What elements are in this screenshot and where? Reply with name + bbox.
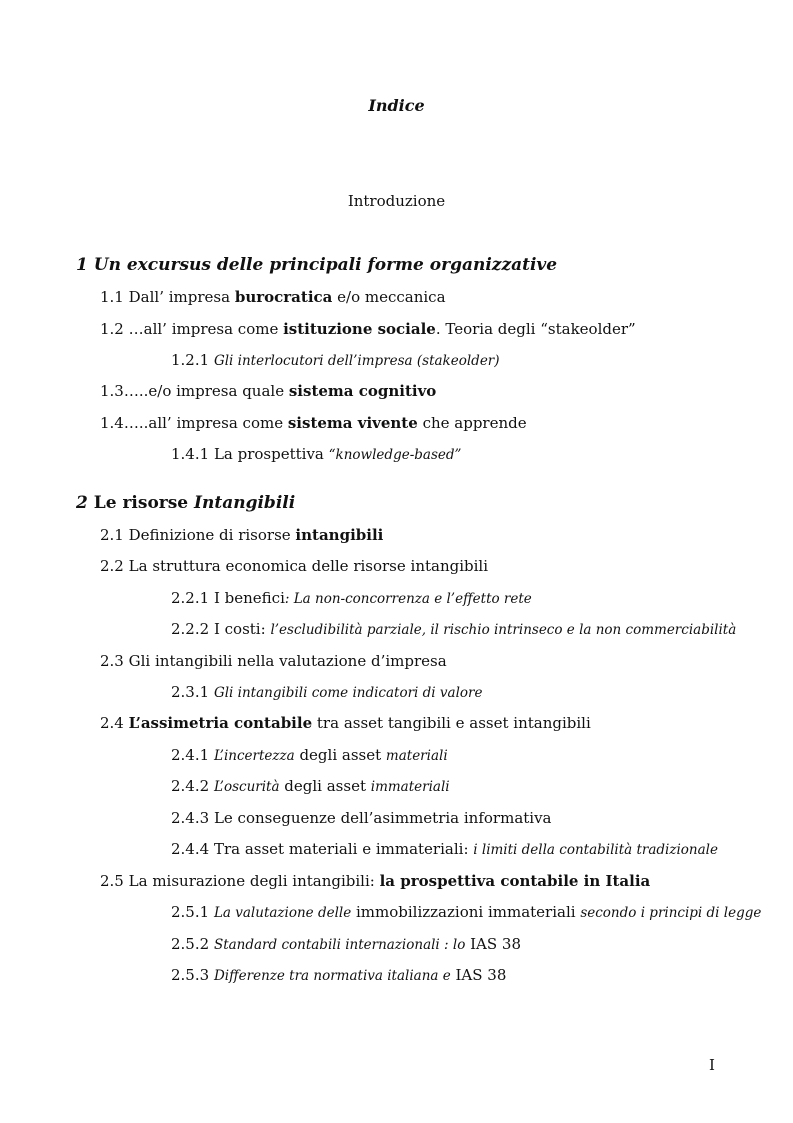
entry-text: Tra asset materiali e immateriali:	[213, 840, 474, 858]
entry-text: immobilizzazioni immateriali	[351, 903, 581, 921]
toc-entry-2-4-4	[171, 839, 718, 860]
entry-bold: sistema vivente	[287, 414, 418, 432]
entry-text: che apprende	[417, 414, 527, 432]
chapter-title-italic: Intangibili	[194, 493, 296, 513]
entry-text: La misurazione degli intangibili:	[128, 872, 380, 890]
entry-text: I costi:	[213, 620, 271, 638]
entry-text: …all’ impresa come	[128, 320, 284, 338]
entry-number: 2.4.3	[171, 809, 210, 827]
toc-entry-2-4	[100, 713, 591, 733]
entry-italic: : La non-concorrenza e l’effetto rete	[284, 591, 532, 607]
chapter-title: Le risorse	[93, 493, 195, 513]
entry-text: La struttura economica delle risorse intangibili	[128, 557, 489, 575]
entry-italic: i limiti della contabilità tradizionale	[473, 842, 718, 858]
toc-title: Indice	[368, 96, 425, 115]
entry-text: La prospettiva	[213, 445, 329, 463]
entry-text: …..e/o impresa quale	[123, 382, 289, 400]
entry-italic: Differenze tra normativa italiana e	[213, 968, 451, 984]
toc-entry-2-5	[100, 871, 650, 891]
entry-italic: l’escludibilità parziale, il rischio intrinseco e la non commerciabilità	[270, 622, 737, 638]
toc-entry-1-3	[100, 381, 436, 401]
toc-entry-2-4-1	[171, 745, 448, 766]
entry-number: 2.4.1	[171, 746, 210, 764]
toc-entry-2-4-3	[171, 808, 552, 828]
entry-bold: istituzione sociale	[283, 320, 436, 338]
entry-text: I benefici	[213, 589, 285, 607]
entry-italic: L’incertezza	[213, 748, 295, 764]
toc-entry-2-5-1	[171, 902, 761, 923]
entry-number: 2.2	[100, 557, 124, 575]
entry-number: 2.5.1	[171, 903, 210, 921]
entry-number: 1.2.1	[171, 351, 210, 369]
entry-number: 1.3	[100, 382, 124, 400]
entry-number: 2.4.2	[171, 777, 210, 795]
entry-italic: Gli interlocutori dell’impresa (stakeolder)	[213, 353, 500, 369]
toc-entry-2-4-2	[171, 776, 450, 797]
toc-introduction: Introduzione	[347, 192, 446, 210]
entry-italic: secondo i principi di legge	[580, 905, 762, 921]
toc-entry-2-2-1	[171, 588, 532, 609]
entry-italic: immateriali	[370, 779, 450, 795]
toc-entry-2-3-1	[171, 682, 482, 703]
toc-entry-2-5-3	[171, 965, 506, 986]
entry-text: . Teoria degli “stakeolder”	[435, 320, 636, 338]
toc-entry-1-2	[100, 319, 636, 339]
entry-text: e/o meccanica	[332, 288, 446, 306]
entry-number: 2.2.2	[171, 620, 210, 638]
entry-number: 2.3	[100, 652, 124, 670]
chapter-2-heading	[76, 493, 295, 513]
entry-bold: burocratica	[234, 288, 333, 306]
entry-bold: L’assimetria contabile	[128, 714, 313, 732]
entry-text: degli asset	[294, 746, 386, 764]
entry-italic: Gli intangibili come indicatori di valore	[213, 685, 483, 701]
entry-text: Le conseguenze dell’asimmetria informativa	[213, 809, 552, 827]
entry-bold: intangibili	[295, 526, 384, 544]
entry-text: degli asset	[279, 777, 371, 795]
entry-number: 1.2	[100, 320, 124, 338]
toc-entry-1-1	[100, 287, 446, 307]
toc-entry-1-4-1	[171, 444, 461, 465]
entry-italic: La valutazione delle	[213, 905, 352, 921]
page-number: I	[709, 1056, 715, 1074]
entry-italic: L’oscurità	[213, 779, 280, 795]
entry-number: 2.3.1	[171, 683, 210, 701]
entry-number: 1.4	[100, 414, 124, 432]
entry-italic: Standard contabili internazionali : lo	[213, 937, 466, 953]
toc-entry-2-1	[100, 525, 383, 545]
entry-italic: “knowledge-based”	[328, 447, 462, 463]
entry-text: Dall’ impresa	[128, 288, 235, 306]
entry-italic: materiali	[385, 748, 448, 764]
entry-text: IAS 38	[465, 935, 521, 953]
entry-number: 2.5.3	[171, 966, 210, 984]
entry-number: 2.2.1	[171, 589, 210, 607]
toc-entry-2-5-2	[171, 934, 521, 955]
entry-number: 2.5.2	[171, 935, 210, 953]
toc-entry-2-2-2	[171, 619, 736, 640]
toc-entry-1-4	[100, 413, 527, 433]
toc-entry-1-2-1	[171, 350, 500, 371]
entry-bold: sistema cognitivo	[288, 382, 437, 400]
entry-number: 1.1	[100, 288, 124, 306]
entry-number: 2.4.4	[171, 840, 210, 858]
entry-number: 2.4	[100, 714, 124, 732]
entry-text: …..all’ impresa come	[123, 414, 288, 432]
entry-text: IAS 38	[450, 966, 507, 984]
entry-number: 1.4.1	[171, 445, 210, 463]
toc-entry-2-2	[100, 556, 488, 576]
toc-entry-2-3	[100, 651, 447, 671]
entry-text: Definizione di risorse	[128, 526, 296, 544]
chapter-1-heading: 1 Un excursus delle principali forme organizzative	[76, 255, 558, 275]
entry-text: tra asset tangibili e asset intangibili	[312, 714, 591, 732]
entry-number: 2.1	[100, 526, 124, 544]
entry-text: Gli intangibili nella valutazione d’impresa	[128, 652, 447, 670]
chapter-number: 2	[76, 493, 88, 513]
entry-number: 2.5	[100, 872, 124, 890]
entry-bold: la prospettiva contabile in Italia	[379, 872, 651, 890]
